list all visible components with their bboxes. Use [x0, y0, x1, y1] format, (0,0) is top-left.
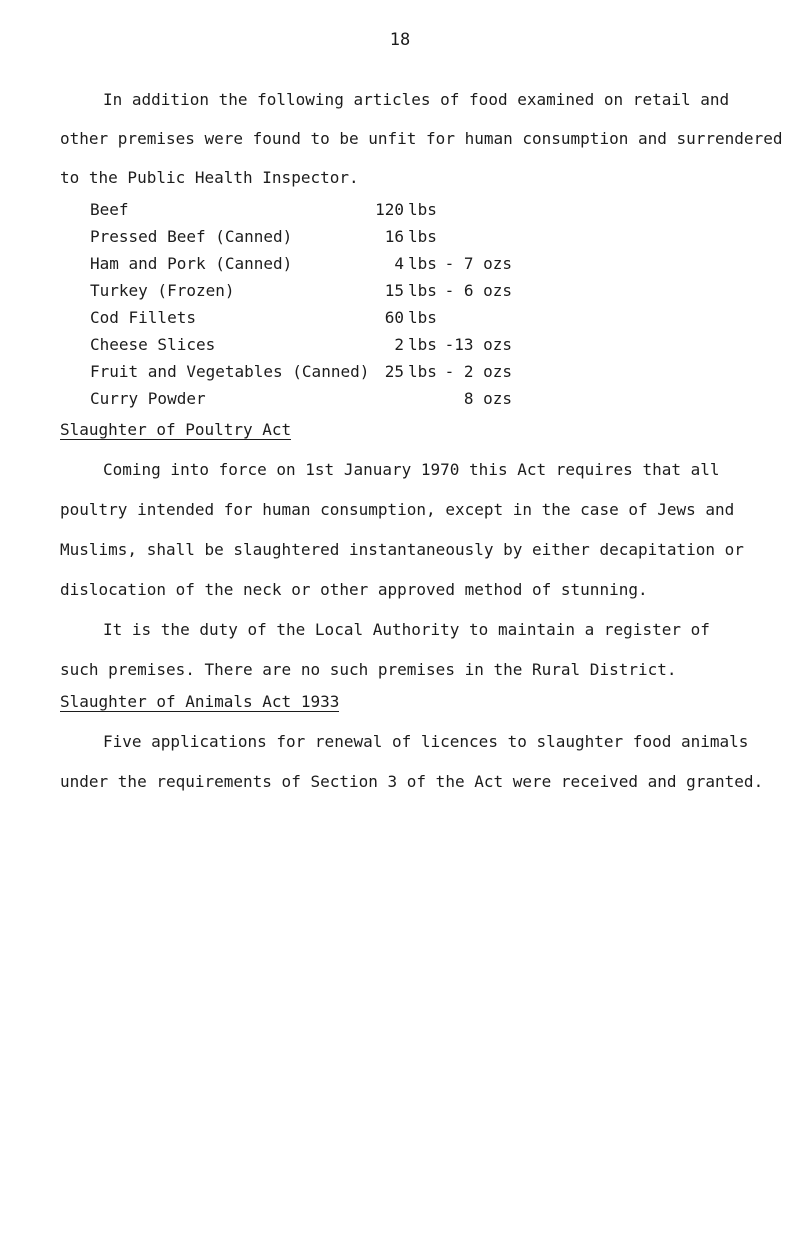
poultry-line-2: poultry intended for human consumption, except in the case of Jews and	[60, 500, 735, 519]
poultry-line-4: dislocation of the neck or other approved method of stunning.	[60, 580, 648, 599]
food-item: Ham and Pork (Canned)	[90, 254, 293, 273]
food-qty: 120	[375, 200, 404, 219]
animals-line-2: under the requirements of Section 3 of the Act were received and granted.	[60, 772, 764, 791]
poultry-heading: Slaughter of Poultry Act	[60, 420, 292, 439]
food-item: Beef	[90, 200, 129, 219]
poultry-line-1: Coming into force on 1st January 1970 this Act requires that all	[103, 460, 720, 479]
food-item: Curry Powder	[90, 389, 206, 408]
food-item: Cod Fillets	[90, 308, 196, 327]
food-unit: lbs	[408, 362, 437, 381]
food-unit: lbs	[408, 335, 437, 354]
food-unit: lbs	[408, 200, 437, 219]
animals-line-1: Five applications for renewal of licences to slaughter food animals	[103, 732, 749, 751]
food-qty: 15	[384, 281, 404, 300]
poultry-line-3: Muslims, shall be slaughtered instantaneously by either decapitation or	[60, 540, 744, 559]
food-unit: lbs	[408, 308, 437, 327]
page-number: 18	[389, 30, 411, 50]
food-qty: 60	[384, 308, 404, 327]
food-extra: - 7 ozs	[444, 254, 512, 273]
food-extra: - 2 ozs	[444, 362, 512, 381]
food-extra: 8 ozs	[463, 389, 512, 408]
food-item: Pressed Beef (Canned)	[90, 227, 293, 246]
intro-line-1: In addition the following articles of food examined on retail and	[103, 90, 730, 109]
animals-heading: Slaughter of Animals Act 1933	[60, 692, 340, 711]
food-extra: -13 ozs	[444, 335, 512, 354]
food-item: Turkey (Frozen)	[90, 281, 235, 300]
food-item: Cheese Slices	[90, 335, 216, 354]
food-unit: lbs	[408, 227, 437, 246]
intro-line-2: other premises were found to be unfit for human consumption and surrendered	[60, 129, 783, 148]
food-item: Fruit and Vegetables (Canned)	[90, 362, 370, 381]
food-unit: lbs	[408, 281, 437, 300]
food-unit: lbs	[408, 254, 437, 273]
food-qty: 4	[394, 254, 404, 273]
food-extra: - 6 ozs	[444, 281, 512, 300]
food-qty: 16	[384, 227, 404, 246]
poultry-line-6: such premises. There are no such premises in the Rural District.	[60, 660, 677, 679]
food-qty: 25	[384, 362, 404, 381]
poultry-line-5: It is the duty of the Local Authority to maintain a register of	[103, 620, 710, 639]
food-qty: 2	[394, 335, 404, 354]
intro-line-3: to the Public Health Inspector.	[60, 168, 359, 187]
